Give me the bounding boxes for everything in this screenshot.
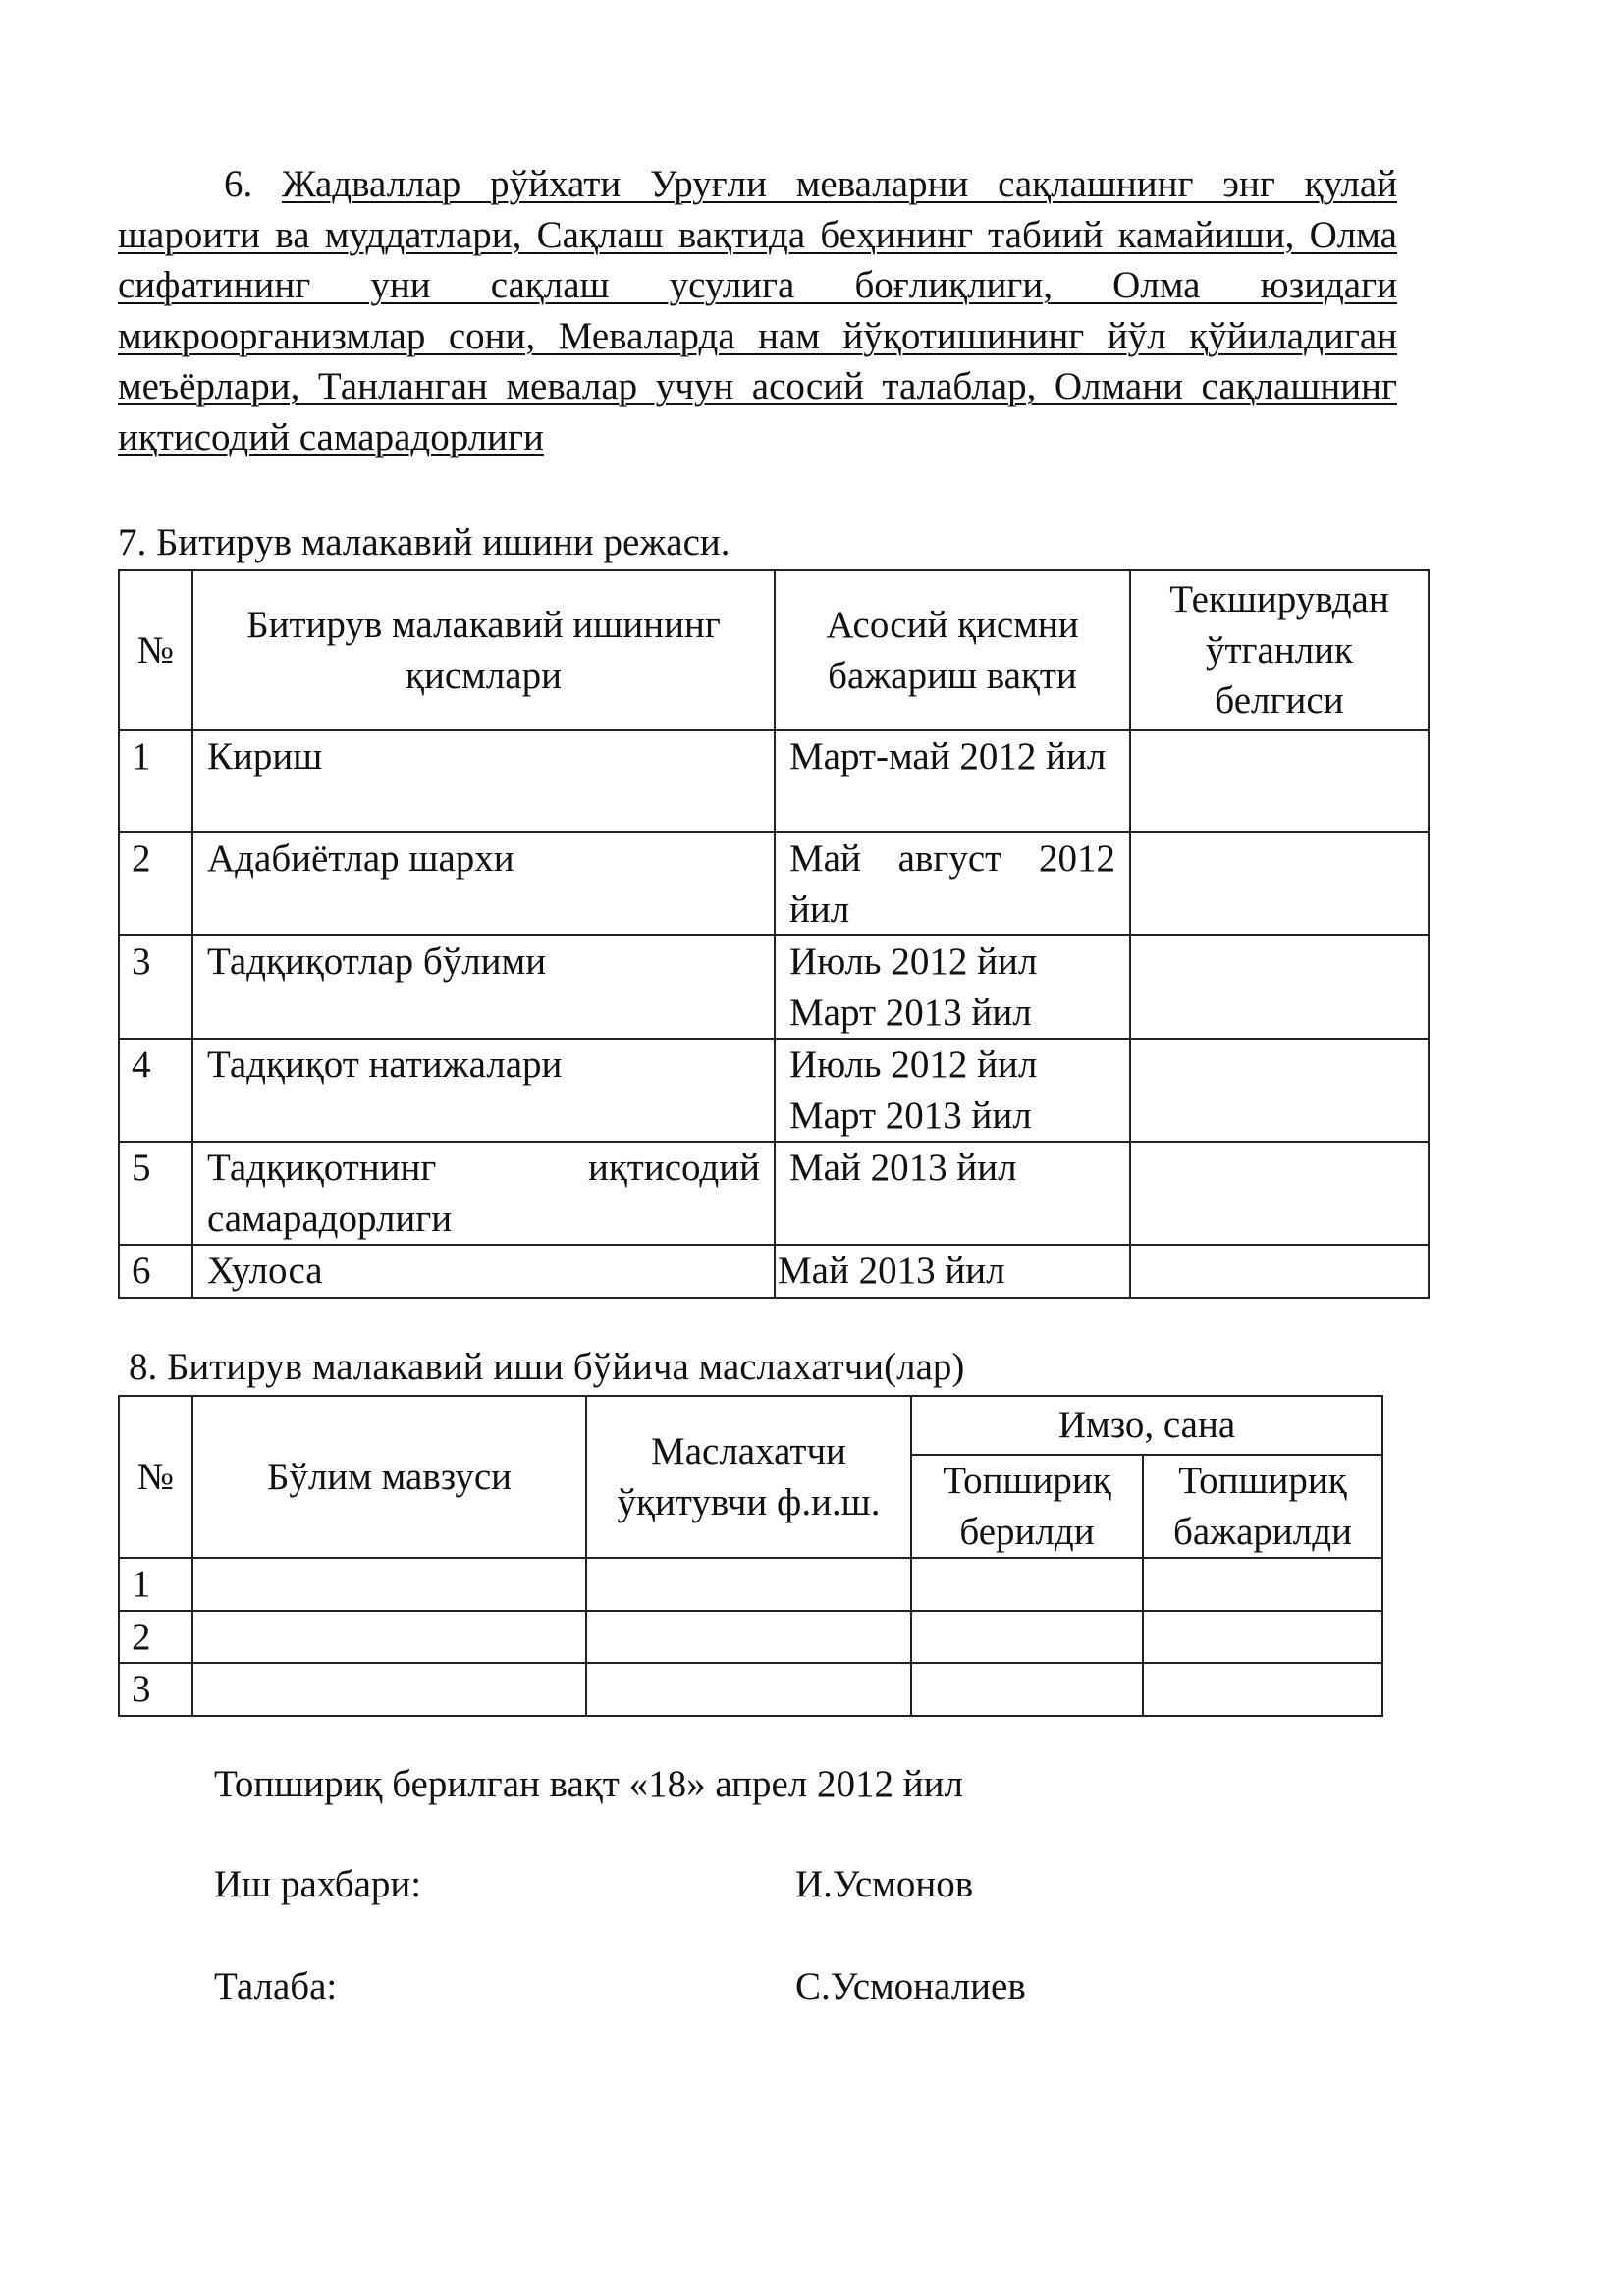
- row-check: [1130, 1245, 1429, 1298]
- row-number: 2: [119, 1611, 192, 1664]
- table-row: [119, 1558, 1382, 1611]
- row-check: [1130, 1039, 1429, 1142]
- student-name: С.Усмоналиев: [795, 1965, 1026, 2007]
- row-part: Тадқиқотнинг иқтисодий самарадорлиги: [192, 1142, 775, 1245]
- row-topic: [192, 1558, 586, 1611]
- row-time: [775, 935, 1130, 1039]
- row-number: 1: [119, 1558, 192, 1611]
- row-done: [1143, 1663, 1382, 1716]
- consultants-table: [118, 1395, 1383, 1717]
- row-consultant: [586, 1558, 911, 1611]
- table-row: [119, 1663, 1382, 1716]
- row-part: Адабиётлар шархи: [192, 832, 775, 935]
- column-header-num: №: [119, 1396, 192, 1558]
- row-number: 6: [119, 1245, 192, 1298]
- column-header-check: Текширувдан ўтганлик белгиси: [1130, 570, 1429, 730]
- row-time: Май 2013 йил: [775, 1142, 1130, 1245]
- row-given: [911, 1663, 1143, 1716]
- row-number: 3: [119, 1663, 192, 1716]
- row-consultant: [586, 1611, 911, 1664]
- section-8-heading: 8. Битирув малакавий иши бўйича маслахатчи(лар): [129, 1346, 965, 1388]
- row-check: [1130, 832, 1429, 935]
- row-done: [1143, 1611, 1382, 1664]
- column-header-given: Топшириқ берилди: [911, 1455, 1143, 1558]
- table-header-row: [119, 1396, 1382, 1455]
- student-label: Талаба:: [214, 1965, 338, 2007]
- row-time-line-2: Март 2013 йил: [789, 1094, 1032, 1137]
- row-done: [1143, 1558, 1382, 1611]
- section-7-heading: 7. Битирув малакавий ишини режаси.: [118, 521, 730, 563]
- table-row: [119, 1245, 1429, 1298]
- table-row: [119, 1039, 1429, 1142]
- row-topic: [192, 1611, 586, 1664]
- section-6-paragraph: [118, 159, 1397, 462]
- column-header-signature: Имзо, сана: [911, 1396, 1382, 1455]
- row-check: [1130, 935, 1429, 1039]
- row-check: [1130, 1142, 1429, 1245]
- row-number: 3: [119, 935, 192, 1039]
- row-number: 5: [119, 1142, 192, 1245]
- table-row: [119, 1142, 1429, 1245]
- work-plan-table: [118, 569, 1430, 1299]
- row-time: Май 2013 йил: [775, 1245, 1130, 1298]
- row-number: 4: [119, 1039, 192, 1142]
- column-header-part: Битирув малакавий ишининг қисмлари: [192, 570, 775, 730]
- table-row: [119, 832, 1429, 935]
- row-number: 2: [119, 832, 192, 935]
- row-number: 1: [119, 730, 192, 832]
- table-header-row: [119, 570, 1429, 730]
- table-row: [119, 730, 1429, 832]
- assignment-date: Топшириқ берилган вақт «18» апрел 2012 йил: [214, 1763, 963, 1805]
- row-given: [911, 1611, 1143, 1664]
- section-6-number: 6.: [224, 163, 253, 205]
- row-time-line-2: Март 2013 йил: [789, 990, 1032, 1034]
- column-header-done: Топшириқ бажарилди: [1143, 1455, 1382, 1558]
- column-header-num: №: [119, 570, 192, 730]
- row-check: [1130, 730, 1429, 832]
- row-part: Хулоса: [192, 1245, 775, 1298]
- row-part: Тадқиқотлар бўлими: [192, 935, 775, 1039]
- row-consultant: [586, 1663, 911, 1716]
- column-header-consultant: Маслахатчи ўқитувчи ф.и.ш.: [586, 1396, 911, 1558]
- section-6-text: Жадваллар рўйхати Уруғли меваларни сақлашнинг энг қулай шароити ва муддатлари, Сақлаш вақтида беҳининг табиий камайиши, Олма сифатининг уни сақлаш усулига боғлиқлиги, Олма юзидаги микроорганизмлар сони, Меваларда нам йўқотишининг йўл қўйиладиган меъёрлари, Танланган мевалар учун асосий талаблар, Олмани сақлашнинг иқтисодий самарадорлиги: [118, 163, 1398, 458]
- table-row: [119, 935, 1429, 1039]
- row-time: Март-май 2012 йил: [775, 730, 1130, 832]
- row-time-line-1: Июль 2012 йил: [789, 940, 1038, 983]
- row-topic: [192, 1663, 586, 1716]
- row-time-line-1: Июль 2012 йил: [789, 1043, 1038, 1086]
- row-time: [775, 1039, 1130, 1142]
- row-time: Май август 2012 йил: [775, 832, 1130, 935]
- table-row: [119, 1611, 1382, 1664]
- column-header-time: Асосий қисмни бажариш вақти: [775, 570, 1130, 730]
- row-part: Тадқиқот натижалари: [192, 1039, 775, 1142]
- supervisor-name: И.Усмонов: [795, 1863, 974, 1905]
- row-given: [911, 1558, 1143, 1611]
- column-header-topic: Бўлим мавзуси: [192, 1396, 586, 1558]
- row-part: Кириш: [192, 730, 775, 832]
- supervisor-label: Иш рахбари:: [214, 1863, 422, 1905]
